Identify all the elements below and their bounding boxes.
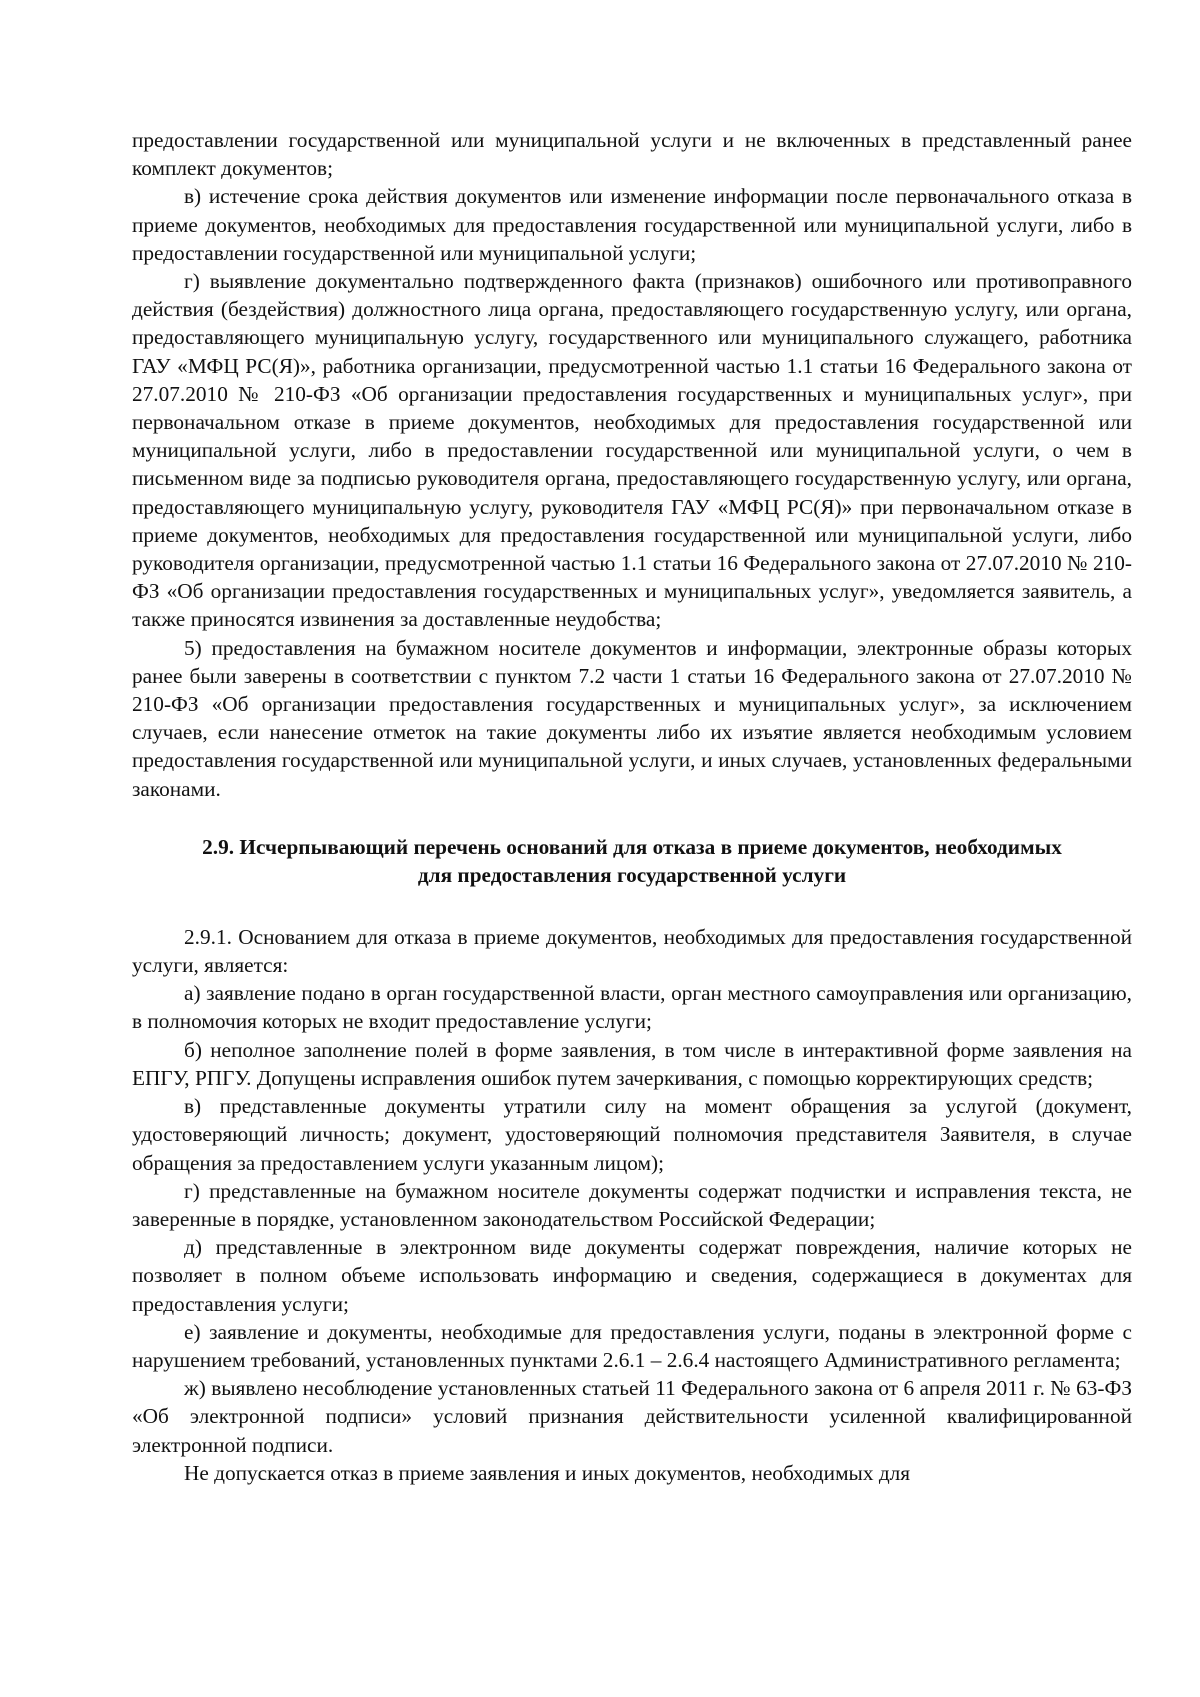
paragraph-item-zh: ж) выявлено несоблюдение установленных статьей 11 Федерального закона от 6 апреля 2011 г. № 63-ФЗ «Об электронной подписи» условий признания действительности усиленной квалифицированной электронной подписи. — [132, 1376, 1132, 1457]
paragraph-item-v-2: в) представленные документы утратили силу на момент обращения за услугой (документ, удостоверяющий личность; документ, удостоверяющий полномочия представителя Заявителя, в случае обращения за предоставлением услуги указанным лицом); — [132, 1094, 1132, 1175]
paragraph-item-5: 5) предоставления на бумажном носителе документов и информации, электронные образы которых ранее были заверены в соответствии с пунктом 7.2 части 1 статьи 16 Федерального закона от 27.07.2010 № 210-ФЗ «Об организации предоставления государственных и муниципальных услуг», за исключением случаев, если нанесение отметок на такие документы либо их изъятие является необходимым условием предоставления государственной или муниципальной услуги, и иных случаев, установленных федеральными законами. — [132, 635, 1132, 801]
paragraph-item-b: б) неполное заполнение полей в форме заявления, в том числе в интерактивной форме заявления на ЕПГУ, РПГУ. Допущены исправления ошибок путем зачеркивания, с помощью корректирующих средств; — [132, 1037, 1132, 1090]
paragraph-item-e: е) заявление и документы, необходимые для предоставления услуги, поданы в электронной форме с нарушением требований, установленных пунктами 2.6.1 – 2.6.4 настоящего Административного регламента; — [132, 1319, 1132, 1372]
paragraph-item-v: в) истечение срока действия документов или изменение информации после первоначального отказа в приеме документов, необходимых для предоставления государственной или муниципальной услуги, либо в предоставлении государственной или муниципальной услуги; — [132, 184, 1132, 265]
paragraph-item-a: а) заявление подано в орган государственной власти, орган местного самоуправления или организацию, в полномочия которых не входит предоставление услуги; — [132, 981, 1132, 1034]
section-heading — [132, 833, 1132, 889]
document-page — [132, 126, 1132, 1487]
paragraph-final: Не допускается отказ в приеме заявления и иных документов, необходимых для — [184, 1460, 911, 1485]
section-heading-line-1: 2.9. Исчерпывающий перечень оснований для отказа в приеме документов, необходимых — [202, 834, 1062, 859]
section-heading-line-2: для предоставления государственной услуги — [417, 862, 847, 887]
paragraph-item-d: д) представленные в электронном виде документы содержат повреждения, наличие которых не позволяет в полном объеме использовать информацию и сведения, содержащиеся в документах для предоставления услуги; — [132, 1235, 1132, 1316]
paragraph-2-9-1: 2.9.1. Основанием для отказа в приеме документов, необходимых для предоставления государственной услуги, является: — [132, 924, 1132, 978]
paragraph-item-g-2: г) представленные на бумажном носителе документы содержат подчистки и исправления текста, не заверенные в порядке, установленном законодательством Российской Федерации; — [132, 1178, 1132, 1231]
paragraph-item-g: г) выявление документально подтвержденного факта (признаков) ошибочного или противоправного действия (бездействия) должностного лица органа, предоставляющего государственную услугу, или органа, предоставляющего муниципальную услугу, государственного или муниципального служащего, работника ГАУ «МФЦ РС(Я)», работника организации, предусмотренной частью 1.1 статьи 16 Федерального закона от 27.07.2010 № 210-ФЗ «Об организации предоставления государственных и муниципальных услуг», при первоначальном отказе в приеме документов, необходимых для предоставления государственной или муниципальной услуги, либо в предоставлении государственной или муниципальной услуги, о чем в письменном виде за подписью руководителя органа, предоставляющего государственную услугу, или органа, предоставляющего муниципальную услугу, руководителя ГАУ «МФЦ РС(Я)» при первоначальном отказе в приеме документов, необходимых для предоставления государственной или муниципальной услуги, либо руководителя организации, предусмотренной частью 1.1 статьи 16 Федерального закона от 27.07.2010 № 210-ФЗ «Об организации предоставления государственных и муниципальных услуг», уведомляется заявитель, а также приносятся извинения за доставленные неудобства; — [132, 269, 1132, 632]
paragraph-continuation: предоставлении государственной или муниципальной услуги и не включенных в представленный ранее комплект документов; — [132, 128, 1132, 181]
